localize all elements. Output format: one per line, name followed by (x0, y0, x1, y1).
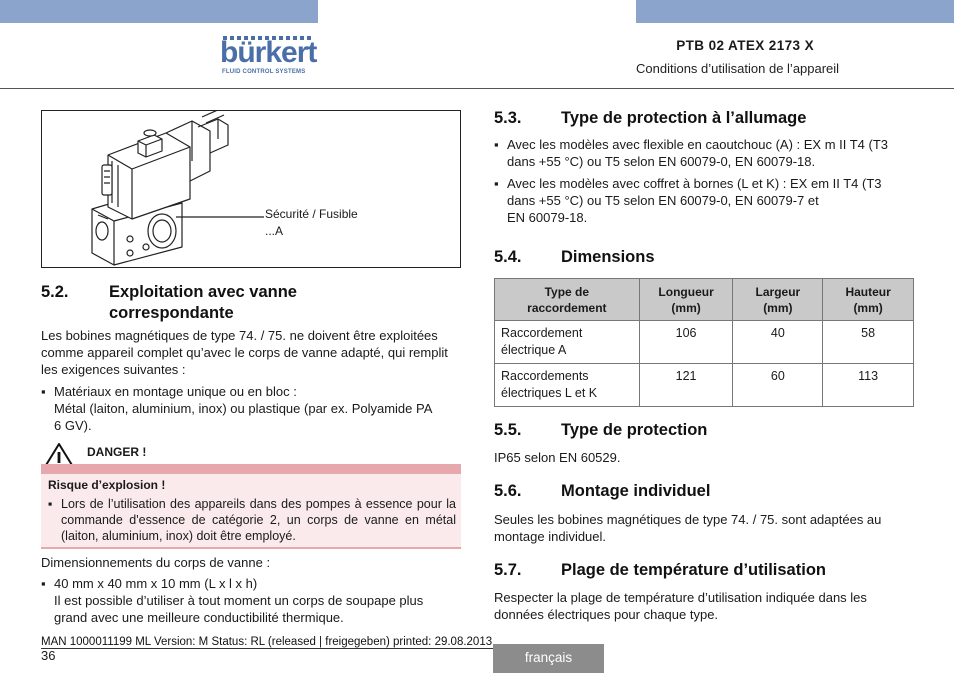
header-divider (0, 88, 954, 89)
column-header (639, 279, 733, 321)
figure-label-ampere: ...A (265, 224, 284, 238)
header-line: Hauteur (845, 284, 891, 299)
bullet-line-3: grand avec une meilleure conductibilité thermique. (54, 610, 344, 625)
danger-label: DANGER ! (87, 445, 147, 459)
bullet-line-2: Il est possible d’utiliser à tout moment un corps de soupape plus (54, 593, 424, 608)
solenoid-valve-illustration (42, 111, 462, 269)
cell-line: Raccordement (501, 326, 583, 340)
section-5-2-heading (41, 283, 461, 323)
section-5-6-heading (494, 482, 914, 504)
bullet-dot: ▪ (494, 137, 499, 152)
table-row (495, 321, 914, 364)
mounting-line-1: Seules les bobines magnétiques de type 74. / 75. sont adaptées au (494, 512, 882, 527)
ip-rating-text: IP65 selon EN 60529. (494, 450, 621, 465)
section-5-5-heading (494, 421, 914, 443)
dimensions-table (494, 278, 914, 407)
column-header (823, 279, 914, 321)
intro-line-2: comme appareil complet qu’avec le corps de vanne adapté, qui remplit (41, 345, 448, 360)
dimensions-bullet (41, 575, 461, 627)
valve-figure (41, 110, 461, 268)
bullet-dot: ▪ (41, 384, 46, 399)
danger-header (41, 440, 461, 465)
language-tab: français (493, 644, 604, 673)
section-title: Plage de température d’utilisation (561, 561, 826, 579)
section-5-7-heading (494, 561, 914, 583)
cell-line: électriques L et K (501, 386, 598, 400)
section-title-line1: Exploitation avec vanne (109, 283, 297, 301)
document-title: PTB 02 ATEX 2173 X (676, 38, 814, 53)
materials-bullet (41, 383, 461, 435)
bullet-line-1: Avec les modèles avec flexible en caoutchouc (A) : EX m II T4 (T3 (507, 137, 889, 152)
cell-line: Raccordements (501, 369, 589, 383)
bullet-dot: ▪ (41, 576, 46, 591)
logo-tagline: FLUID CONTROL SYSTEMS (222, 69, 306, 75)
dimensions-intro: Dimensionnements du corps de vanne : (41, 555, 271, 570)
section-title: Dimensions (561, 248, 655, 266)
section-5-4-heading (494, 248, 914, 270)
bullet-line-1: Avec les modèles avec coffret à bornes (L et K) : EX em II T4 (T3 (507, 176, 882, 191)
column-header (733, 279, 823, 321)
table-cell-type (495, 321, 640, 364)
section-number: 5.7. (494, 561, 522, 579)
bullet-line-2: dans +55 °C) ou T5 selon EN 60079-0, EN 60079-7 et (507, 193, 819, 208)
section-number: 5.4. (494, 248, 522, 266)
bullet-line-3: 6 GV). (54, 418, 92, 433)
cell-line: électrique A (501, 343, 567, 357)
bullet-line-2: Métal (laiton, aluminium, inox) ou plastique (par ex. Polyamide PA (54, 401, 433, 416)
footer-document-meta: MAN 1000011199 ML Version: M Status: RL (released | freigegeben) printed: 29.08.2013 (41, 636, 493, 648)
protection-bullet-a (494, 136, 914, 172)
table-row (495, 364, 914, 407)
table-cell-hauteur: 113 (823, 364, 914, 407)
header-line: Largeur (755, 284, 801, 299)
section-title-line2: correspondante (109, 304, 234, 322)
bullet-line-2: dans +55 °C) ou T5 selon EN 60079-0, EN 60079-18. (507, 154, 816, 169)
column-header (495, 279, 640, 321)
logo-wordmark: bürkert (220, 36, 317, 69)
intro-line-1: Les bobines magnétiques de type 74. / 75. ne doivent être exploitées (41, 328, 438, 343)
bullet-line-3: EN 60079-18. (507, 210, 588, 225)
section-number: 5.3. (494, 109, 522, 127)
section-number: 5.6. (494, 482, 522, 500)
risk-text: Lors de l’utilisation des appareils dans des pompes à essence pour la commande d'essence de catégorie 2, un corps de vanne en métal (laiton, aluminium, inox) doit être employé. (61, 497, 456, 543)
table-cell-hauteur: 58 (823, 321, 914, 364)
header-line: (mm) (763, 300, 793, 315)
bullet-line-1: 40 mm x 40 mm x 10 mm (L x l x h) (54, 576, 258, 591)
page-number: 36 (41, 648, 56, 663)
mounting-line-2: montage individuel. (494, 529, 607, 544)
figure-label-fuse: Sécurité / Fusible (265, 207, 358, 221)
burkert-logo (220, 36, 320, 78)
header-accent-bar-right (636, 0, 954, 23)
header-line: Type de (544, 284, 590, 299)
header-line: (mm) (671, 300, 701, 315)
table-cell-largeur: 60 (733, 364, 823, 407)
section-title: Type de protection à l’allumage (561, 109, 807, 127)
section-title: Type de protection (561, 421, 708, 439)
table-cell-longueur: 106 (639, 321, 733, 364)
table-cell-type (495, 364, 640, 407)
header-line: raccordement (527, 300, 607, 315)
section-number: 5.5. (494, 421, 522, 439)
table-cell-longueur: 121 (639, 364, 733, 407)
temperature-line-1: Respecter la plage de température d’utilisation indiquée dans les (494, 590, 867, 605)
bullet-dot: ▪ (494, 176, 499, 191)
header-line: (mm) (853, 300, 883, 315)
danger-bar (41, 464, 461, 474)
header-line: Longueur (658, 284, 714, 299)
intro-line-3: les exigences suivantes : (41, 362, 186, 377)
table-header-row (495, 279, 914, 321)
document-subtitle: Conditions d’utilisation de l’appareil (636, 61, 840, 76)
section-number: 5.2. (41, 283, 69, 301)
section-5-3-heading (494, 109, 914, 131)
bullet-line-1: Matériaux en montage unique ou en bloc : (54, 384, 297, 399)
table-cell-largeur: 40 (733, 321, 823, 364)
protection-bullet-lk (494, 175, 914, 227)
bullet-dot: ▪ (48, 497, 53, 511)
danger-box (41, 474, 461, 549)
risk-title: Risque d’explosion ! (48, 478, 166, 492)
header-accent-bar-left (0, 0, 318, 23)
section-title: Montage individuel (561, 482, 711, 500)
temperature-line-2: données électriques pour chaque type. (494, 607, 719, 622)
